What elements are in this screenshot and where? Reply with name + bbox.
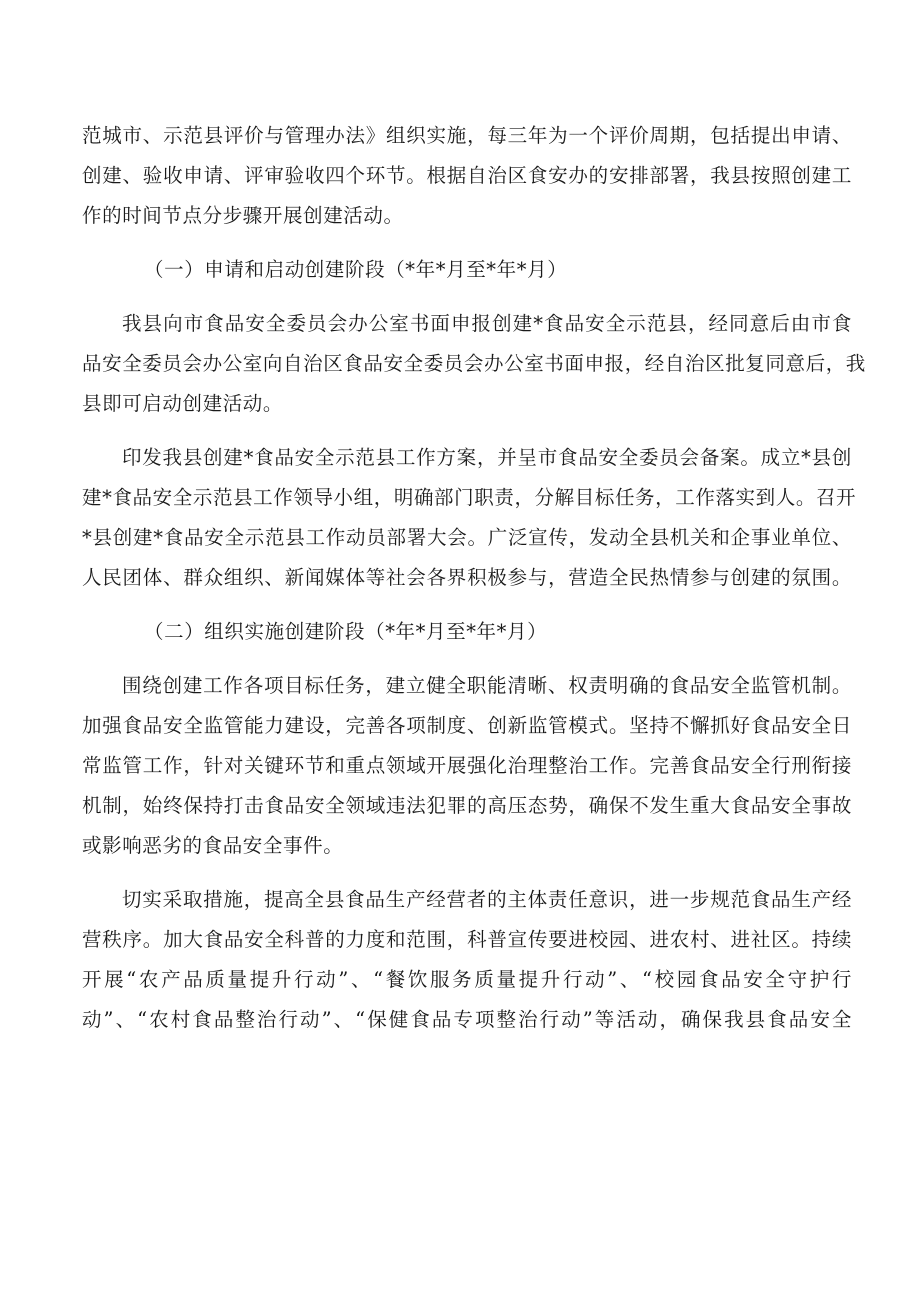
text-line: 开展“农产品质量提升行动”、“餐饮服务质量提升行动”、“校园食品安全守护行	[82, 968, 852, 991]
paragraph-2	[82, 438, 857, 598]
text-line: 县即可启动创建活动。	[82, 392, 284, 415]
text-line: 加强食品安全监管能力建设，完善各项制度、创新监管模式。坚持不懈抓好食品安全日	[82, 714, 852, 737]
text-line: 动”、“农村食品整治行动”、“保健食品专项整治行动”等活动，确保我县食品安全	[82, 1008, 852, 1031]
text-line: 印发我县创建*食品安全示范县工作方案，并呈市食品安全委员会备案。成立*县创	[122, 446, 852, 469]
text-line: 常监管工作，针对关键环节和重点领域开展强化治理整治工作。完善食品安全行刑衔接	[82, 754, 852, 777]
text-line: *县创建*食品安全示范县工作动员部署大会。广泛宣传，发动全县机关和企事业单位、	[82, 526, 852, 549]
text-line: 作的时间节点分步骤开展创建活动。	[82, 204, 404, 227]
text-line: 围绕创建工作各项目标任务，建立健全职能清晰、权责明确的食品安全监管机制。	[122, 674, 852, 697]
section-heading-2: （二）组织实施创建阶段（*年*月至*年*月）	[144, 620, 548, 643]
text-line: 或影响恶劣的食品安全事件。	[82, 834, 344, 857]
text-line: 人民团体、群众组织、新闻媒体等社会各界积极参与，营造全民热情参与创建的氛围。	[82, 566, 852, 589]
text-line: 我县向市食品安全委员会办公室书面申报创建*食品安全示范县，经同意后由市食	[122, 312, 852, 335]
section-heading-1: （一）申请和启动创建阶段（*年*月至*年*月）	[144, 258, 568, 281]
paragraph-4	[82, 880, 852, 1040]
text-line: 营秩序。加大食品安全科普的力度和范围，科普宣传要进校园、进农村、进社区。持续	[82, 928, 852, 951]
text-line: 切实采取措施，提高全县食品生产经营者的主体责任意识，进一步规范食品生产经	[122, 888, 852, 911]
document-page	[82, 116, 866, 1040]
text-line: 建*食品安全示范县工作领导小组，明确部门职责，分解目标任务，工作落实到人。召开	[82, 486, 857, 509]
text-line: 范城市、示范县评价与管理办法》组织实施，每三年为一个评价周期，包括提出申请、	[82, 124, 852, 147]
paragraph-3	[82, 666, 852, 866]
text-line: 机制，始终保持打击食品安全领域违法犯罪的高压态势，确保不发生重大食品安全事故	[82, 794, 852, 817]
paragraph-intro	[82, 116, 852, 236]
text-line: 品安全委员会办公室向自治区食品安全委员会办公室书面申报，经自治区批复同意后，我	[82, 352, 866, 375]
paragraph-1	[82, 304, 866, 424]
text-line: 创建、验收申请、评审验收四个环节。根据自治区食安办的安排部署，我县按照创建工	[82, 164, 852, 187]
